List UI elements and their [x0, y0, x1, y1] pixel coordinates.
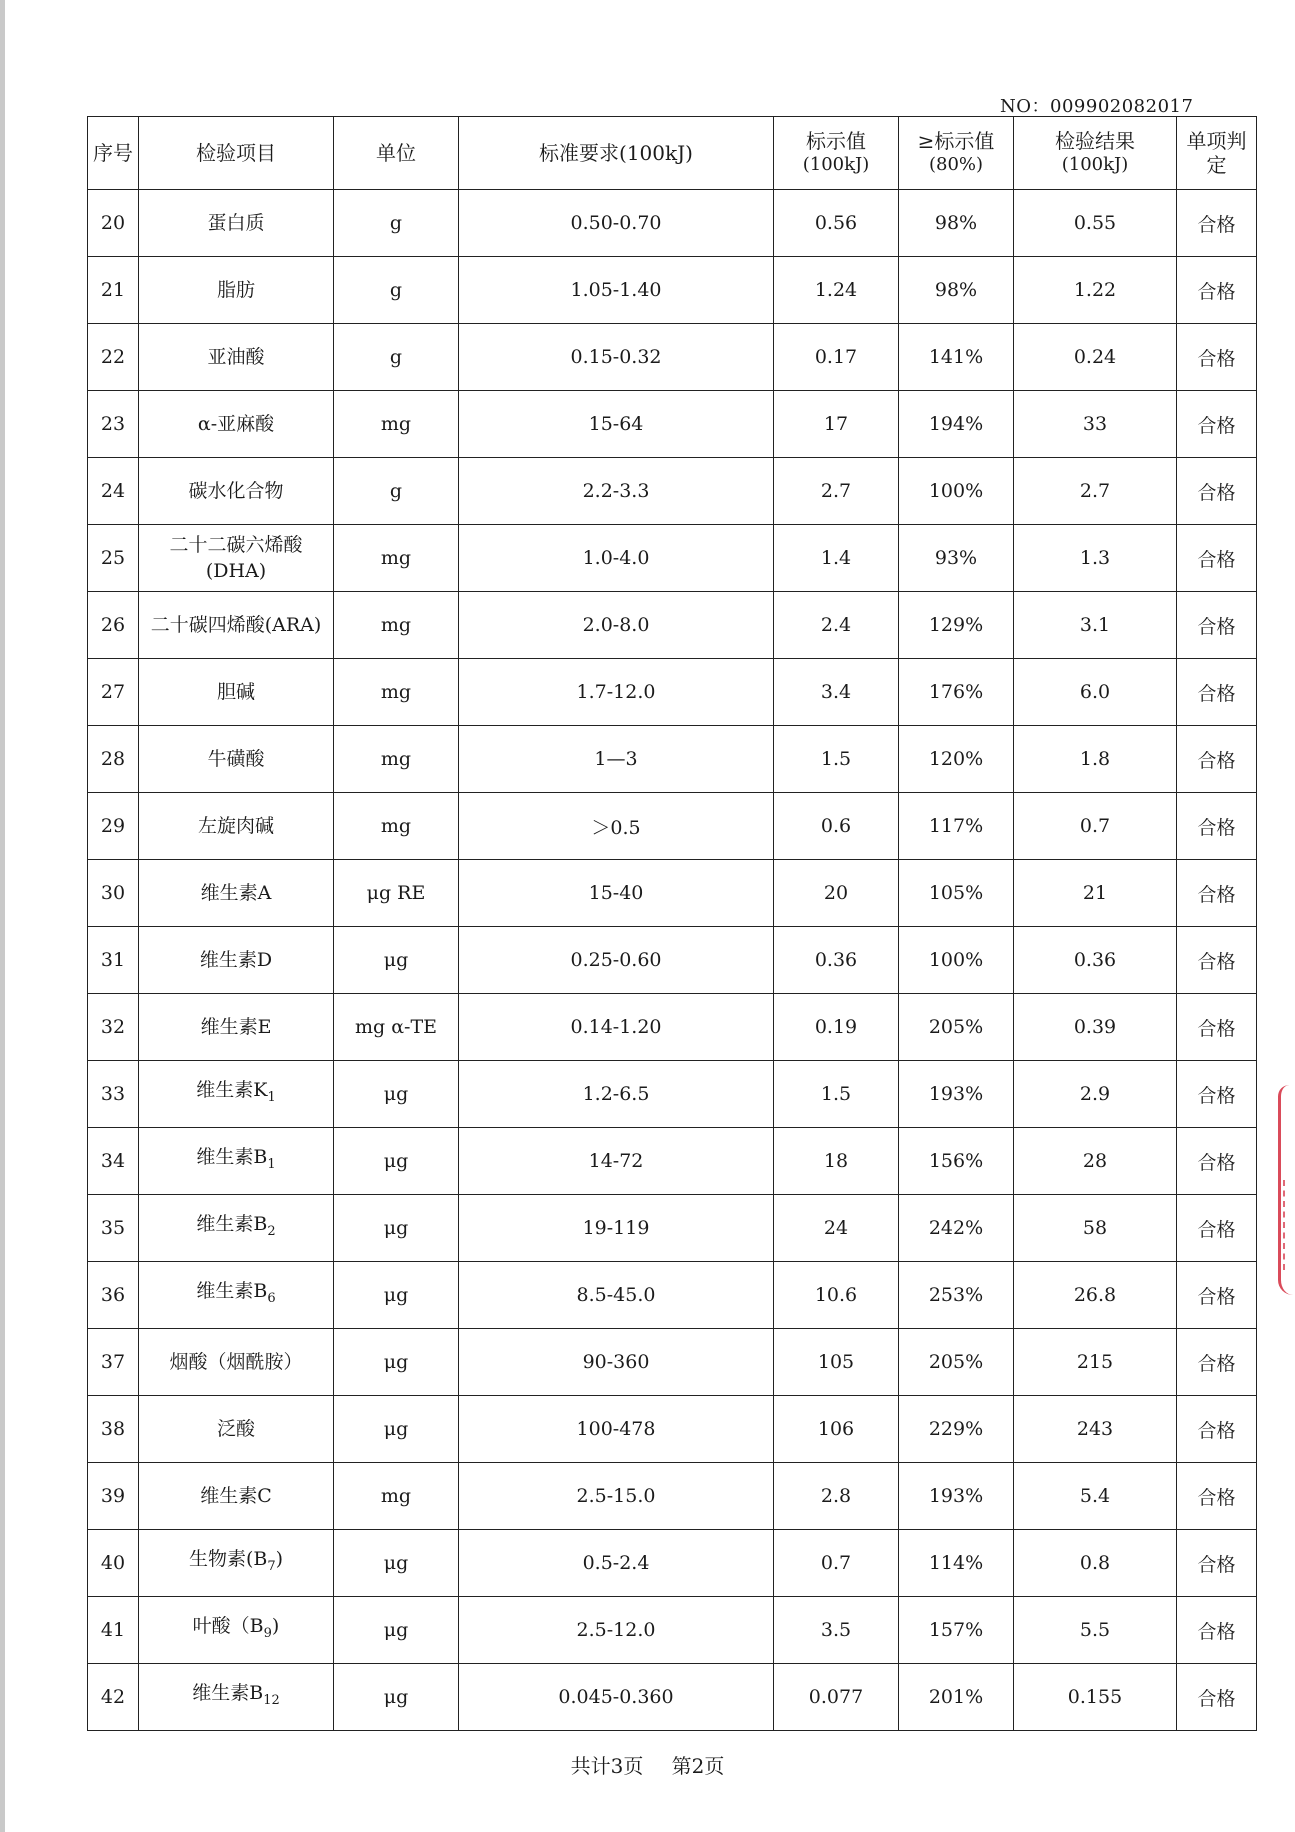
row-result: 0.24: [1014, 324, 1177, 391]
row-unit: mg: [334, 726, 459, 793]
table-header-row: [88, 117, 1257, 190]
row-seq: 36: [88, 1262, 139, 1329]
row-item: [139, 793, 334, 860]
row-item: [139, 190, 334, 257]
row-labeled-value: 106: [774, 1396, 899, 1463]
row-verdict: 合格: [1177, 1530, 1257, 1597]
table-row: [88, 1597, 1257, 1664]
row-labeled-value: 10.6: [774, 1262, 899, 1329]
row-result: 0.55: [1014, 190, 1177, 257]
row-standard: 8.5-45.0: [459, 1262, 774, 1329]
page-footer: 共计3页 第2页: [570, 1754, 725, 1778]
row-item-name: 维生素B: [196, 1146, 268, 1169]
row-unit: μg: [334, 1262, 459, 1329]
table-row: [88, 1195, 1257, 1262]
row-result: 2.7: [1014, 458, 1177, 525]
table-row: [88, 1530, 1257, 1597]
row-item-subscript: 2: [267, 1223, 276, 1239]
row-item: [139, 592, 334, 659]
header-verdict: 单项判定: [1177, 117, 1257, 190]
row-unit: mg: [334, 525, 459, 592]
table-row: [88, 1463, 1257, 1530]
row-result: 0.8: [1014, 1530, 1177, 1597]
row-labeled-value: 0.6: [774, 793, 899, 860]
row-labeled-value: 17: [774, 391, 899, 458]
row-item-suffix: ): [275, 1548, 284, 1571]
row-seq: 35: [88, 1195, 139, 1262]
row-result: 5.4: [1014, 1463, 1177, 1530]
row-labeled-value: 0.17: [774, 324, 899, 391]
row-ratio: 229%: [899, 1396, 1014, 1463]
row-unit: μg: [334, 1530, 459, 1597]
row-ratio: 129%: [899, 592, 1014, 659]
row-ratio: 93%: [899, 525, 1014, 592]
row-ratio: 157%: [899, 1597, 1014, 1664]
row-result: 1.8: [1014, 726, 1177, 793]
row-standard: 2.5-12.0: [459, 1597, 774, 1664]
row-labeled-value: 3.5: [774, 1597, 899, 1664]
row-item-name: 碳水化合物: [188, 480, 284, 502]
table-row: [88, 659, 1257, 726]
row-item-abbrev: (DHA): [205, 560, 267, 582]
row-item-subscript: 6: [267, 1290, 276, 1306]
row-item-subscript: 1: [267, 1089, 276, 1105]
row-item: [139, 1262, 334, 1329]
row-seq: 24: [88, 458, 139, 525]
table-row: [88, 458, 1257, 525]
row-labeled-value: 0.36: [774, 927, 899, 994]
table-row: [88, 726, 1257, 793]
row-result: 28: [1014, 1128, 1177, 1195]
row-seq: 25: [88, 525, 139, 592]
row-labeled-value: 24: [774, 1195, 899, 1262]
row-labeled-value: 20: [774, 860, 899, 927]
row-labeled-value: 105: [774, 1329, 899, 1396]
row-labeled-value: 1.5: [774, 726, 899, 793]
row-item-name: 维生素A: [200, 882, 272, 904]
table-row: [88, 1664, 1257, 1731]
row-item: [139, 994, 334, 1061]
row-verdict: 合格: [1177, 1195, 1257, 1262]
row-result: 1.3: [1014, 525, 1177, 592]
row-result: 0.155: [1014, 1664, 1177, 1731]
row-verdict: 合格: [1177, 1329, 1257, 1396]
row-ratio: 176%: [899, 659, 1014, 726]
row-standard: 1.2-6.5: [459, 1061, 774, 1128]
row-item-name: 维生素B: [196, 1280, 268, 1303]
row-seq: 23: [88, 391, 139, 458]
row-seq: 32: [88, 994, 139, 1061]
row-ratio: 194%: [899, 391, 1014, 458]
table-row: [88, 927, 1257, 994]
row-item-name: α-亚麻酸: [197, 413, 275, 435]
row-standard: 0.045-0.360: [459, 1664, 774, 1731]
row-ratio: 98%: [899, 257, 1014, 324]
row-unit: μg: [334, 1128, 459, 1195]
row-standard: 15-64: [459, 391, 774, 458]
row-unit: mg: [334, 592, 459, 659]
row-ratio: 253%: [899, 1262, 1014, 1329]
row-unit: mg α-TE: [334, 994, 459, 1061]
row-unit: mg: [334, 391, 459, 458]
red-stamp-trace: [1283, 1180, 1293, 1270]
row-seq: 34: [88, 1128, 139, 1195]
row-standard: 0.14-1.20: [459, 994, 774, 1061]
row-item: [139, 1396, 334, 1463]
row-item: [139, 1530, 334, 1597]
row-verdict: 合格: [1177, 1396, 1257, 1463]
row-item-name: 二十二碳六烯酸: [169, 534, 303, 556]
row-labeled-value: 0.19: [774, 994, 899, 1061]
row-item-name: 维生素B: [192, 1682, 264, 1705]
row-labeled-value: 0.077: [774, 1664, 899, 1731]
table-row: [88, 525, 1257, 592]
row-item: [139, 1463, 334, 1530]
row-unit: mg: [334, 659, 459, 726]
row-standard: 2.5-15.0: [459, 1463, 774, 1530]
row-verdict: 合格: [1177, 1597, 1257, 1664]
row-ratio: 114%: [899, 1530, 1014, 1597]
row-verdict: 合格: [1177, 726, 1257, 793]
row-seq: 26: [88, 592, 139, 659]
row-item-name: 维生素B: [196, 1213, 268, 1236]
table-row: [88, 994, 1257, 1061]
row-seq: 30: [88, 860, 139, 927]
row-unit: mg: [334, 793, 459, 860]
row-seq: 27: [88, 659, 139, 726]
table-row: [88, 1396, 1257, 1463]
row-result: 243: [1014, 1396, 1177, 1463]
row-item: [139, 257, 334, 324]
row-unit: μg: [334, 1664, 459, 1731]
row-unit: mg: [334, 1463, 459, 1530]
scan-edge: [0, 0, 5, 1832]
row-result: 0.36: [1014, 927, 1177, 994]
header-labeled: [774, 117, 899, 190]
row-ratio: 156%: [899, 1128, 1014, 1195]
row-item: [139, 1597, 334, 1664]
row-verdict: 合格: [1177, 458, 1257, 525]
header-result-label: 检验结果: [1055, 129, 1135, 153]
row-verdict: 合格: [1177, 592, 1257, 659]
row-ratio: 98%: [899, 190, 1014, 257]
row-item: [139, 860, 334, 927]
row-result: 21: [1014, 860, 1177, 927]
row-item-name: 左旋肉碱: [197, 815, 274, 837]
row-verdict: 合格: [1177, 927, 1257, 994]
row-verdict: 合格: [1177, 860, 1257, 927]
row-unit: μg: [334, 927, 459, 994]
row-item-name: 烟酸（烟酰胺）: [169, 1351, 303, 1373]
row-item: [139, 927, 334, 994]
row-ratio: 205%: [899, 994, 1014, 1061]
row-ratio: 242%: [899, 1195, 1014, 1262]
row-result: 0.39: [1014, 994, 1177, 1061]
row-verdict: 合格: [1177, 1463, 1257, 1530]
row-labeled-value: 1.4: [774, 525, 899, 592]
row-verdict: 合格: [1177, 1664, 1257, 1731]
row-item: [139, 659, 334, 726]
table-row: [88, 324, 1257, 391]
row-labeled-value: 3.4: [774, 659, 899, 726]
row-item-subscript: 9: [263, 1625, 272, 1641]
row-ratio: 120%: [899, 726, 1014, 793]
row-item: [139, 1128, 334, 1195]
row-item-name: 维生素K: [196, 1079, 268, 1102]
row-unit: μg: [334, 1329, 459, 1396]
row-unit: g: [334, 324, 459, 391]
row-standard: 0.25-0.60: [459, 927, 774, 994]
row-seq: 41: [88, 1597, 139, 1664]
report-number: NO：009902082017: [1000, 96, 1194, 117]
row-verdict: 合格: [1177, 391, 1257, 458]
row-item-name: 亚油酸: [207, 346, 265, 368]
row-standard: 1.05-1.40: [459, 257, 774, 324]
row-item: [139, 458, 334, 525]
row-labeled-value: 2.8: [774, 1463, 899, 1530]
row-item-name: 维生素E: [200, 1016, 272, 1038]
header-result-unit: (100kJ): [1061, 154, 1129, 175]
row-result: 0.7: [1014, 793, 1177, 860]
row-verdict: 合格: [1177, 1061, 1257, 1128]
row-item-suffix: ): [271, 1615, 280, 1638]
row-seq: 37: [88, 1329, 139, 1396]
row-ratio: 193%: [899, 1463, 1014, 1530]
row-standard: 15-40: [459, 860, 774, 927]
row-item: [139, 726, 334, 793]
row-labeled-value: 1.24: [774, 257, 899, 324]
table-row: [88, 793, 1257, 860]
row-unit: μg: [334, 1597, 459, 1664]
row-result: 33: [1014, 391, 1177, 458]
row-standard: 0.15-0.32: [459, 324, 774, 391]
row-item-subscript: 7: [267, 1558, 276, 1574]
table-row: [88, 1061, 1257, 1128]
row-result: 3.1: [1014, 592, 1177, 659]
row-ratio: 100%: [899, 927, 1014, 994]
row-standard: 1.0-4.0: [459, 525, 774, 592]
row-item: [139, 1195, 334, 1262]
row-result: 5.5: [1014, 1597, 1177, 1664]
header-standard: 标准要求(100kJ): [459, 117, 774, 190]
row-standard: 0.5-2.4: [459, 1530, 774, 1597]
row-item-name: 蛋白质: [207, 212, 265, 234]
table-row: [88, 592, 1257, 659]
table-row: [88, 1128, 1257, 1195]
row-item: [139, 324, 334, 391]
row-labeled-value: 2.4: [774, 592, 899, 659]
row-verdict: 合格: [1177, 257, 1257, 324]
header-item: 检验项目: [139, 117, 334, 190]
row-unit: g: [334, 190, 459, 257]
row-standard: 1—3: [459, 726, 774, 793]
row-seq: 38: [88, 1396, 139, 1463]
table-row: [88, 1262, 1257, 1329]
row-item: [139, 525, 334, 592]
header-result: [1014, 117, 1177, 190]
row-item-name: 维生素D: [199, 949, 273, 971]
row-standard: 0.50-0.70: [459, 190, 774, 257]
row-result: 6.0: [1014, 659, 1177, 726]
row-standard: 1.7-12.0: [459, 659, 774, 726]
table-row: [88, 190, 1257, 257]
row-verdict: 合格: [1177, 324, 1257, 391]
row-item-subscript: 1: [267, 1156, 276, 1172]
row-seq: 39: [88, 1463, 139, 1530]
table-row: [88, 391, 1257, 458]
row-item-name: 维生素C: [200, 1485, 272, 1507]
table-row: [88, 257, 1257, 324]
row-seq: 33: [88, 1061, 139, 1128]
row-item-name: 叶酸（B: [192, 1615, 264, 1638]
row-item-name: 牛磺酸: [207, 748, 265, 770]
header-ratio-note: (80%): [928, 154, 984, 175]
row-seq: 21: [88, 257, 139, 324]
row-result: 26.8: [1014, 1262, 1177, 1329]
row-unit: g: [334, 257, 459, 324]
table-row: [88, 1329, 1257, 1396]
row-ratio: 193%: [899, 1061, 1014, 1128]
row-ratio: 100%: [899, 458, 1014, 525]
row-seq: 31: [88, 927, 139, 994]
row-labeled-value: 1.5: [774, 1061, 899, 1128]
row-result: 215: [1014, 1329, 1177, 1396]
row-item-name: 胆碱: [216, 681, 255, 703]
row-standard: 14-72: [459, 1128, 774, 1195]
row-standard: 2.0-8.0: [459, 592, 774, 659]
row-ratio: 141%: [899, 324, 1014, 391]
row-standard: 19-119: [459, 1195, 774, 1262]
row-standard: 2.2-3.3: [459, 458, 774, 525]
row-verdict: 合格: [1177, 190, 1257, 257]
row-verdict: 合格: [1177, 659, 1257, 726]
row-verdict: 合格: [1177, 1262, 1257, 1329]
row-unit: g: [334, 458, 459, 525]
row-item: [139, 1329, 334, 1396]
row-seq: 42: [88, 1664, 139, 1731]
row-unit: μg: [334, 1396, 459, 1463]
row-seq: 40: [88, 1530, 139, 1597]
row-seq: 28: [88, 726, 139, 793]
row-labeled-value: 2.7: [774, 458, 899, 525]
inspection-results-table: [87, 116, 1257, 1731]
header-labeled-unit: (100kJ): [802, 154, 870, 175]
row-unit: μg RE: [334, 860, 459, 927]
row-labeled-value: 0.7: [774, 1530, 899, 1597]
header-unit: 单位: [334, 117, 459, 190]
row-item: [139, 1664, 334, 1731]
row-item: [139, 391, 334, 458]
table-row: [88, 860, 1257, 927]
row-item-name: 泛酸: [216, 1418, 255, 1440]
row-result: 2.9: [1014, 1061, 1177, 1128]
row-item-subscript: 12: [263, 1692, 280, 1708]
row-verdict: 合格: [1177, 1128, 1257, 1195]
row-item: [139, 1061, 334, 1128]
row-standard: 90-360: [459, 1329, 774, 1396]
row-labeled-value: 18: [774, 1128, 899, 1195]
header-ratio: [899, 117, 1014, 190]
header-ratio-label: ≥标示值: [917, 129, 995, 153]
row-ratio: 201%: [899, 1664, 1014, 1731]
row-standard: 100-478: [459, 1396, 774, 1463]
header-labeled-label: 标示值: [806, 129, 866, 153]
row-verdict: 合格: [1177, 525, 1257, 592]
row-verdict: 合格: [1177, 793, 1257, 860]
row-unit: μg: [334, 1061, 459, 1128]
row-result: 58: [1014, 1195, 1177, 1262]
row-standard: ＞0.5: [459, 793, 774, 860]
row-verdict: 合格: [1177, 994, 1257, 1061]
row-item-name: 脂肪: [216, 279, 255, 301]
row-labeled-value: 0.56: [774, 190, 899, 257]
row-ratio: 117%: [899, 793, 1014, 860]
row-seq: 29: [88, 793, 139, 860]
row-ratio: 205%: [899, 1329, 1014, 1396]
header-seq: 序号: [88, 117, 139, 190]
row-seq: 22: [88, 324, 139, 391]
row-item-name: 生物素(B: [188, 1548, 268, 1571]
row-seq: 20: [88, 190, 139, 257]
row-item-name: 二十碳四烯酸(ARA): [150, 614, 322, 636]
row-result: 1.22: [1014, 257, 1177, 324]
table-body: [88, 190, 1257, 1731]
row-unit: μg: [334, 1195, 459, 1262]
row-ratio: 105%: [899, 860, 1014, 927]
